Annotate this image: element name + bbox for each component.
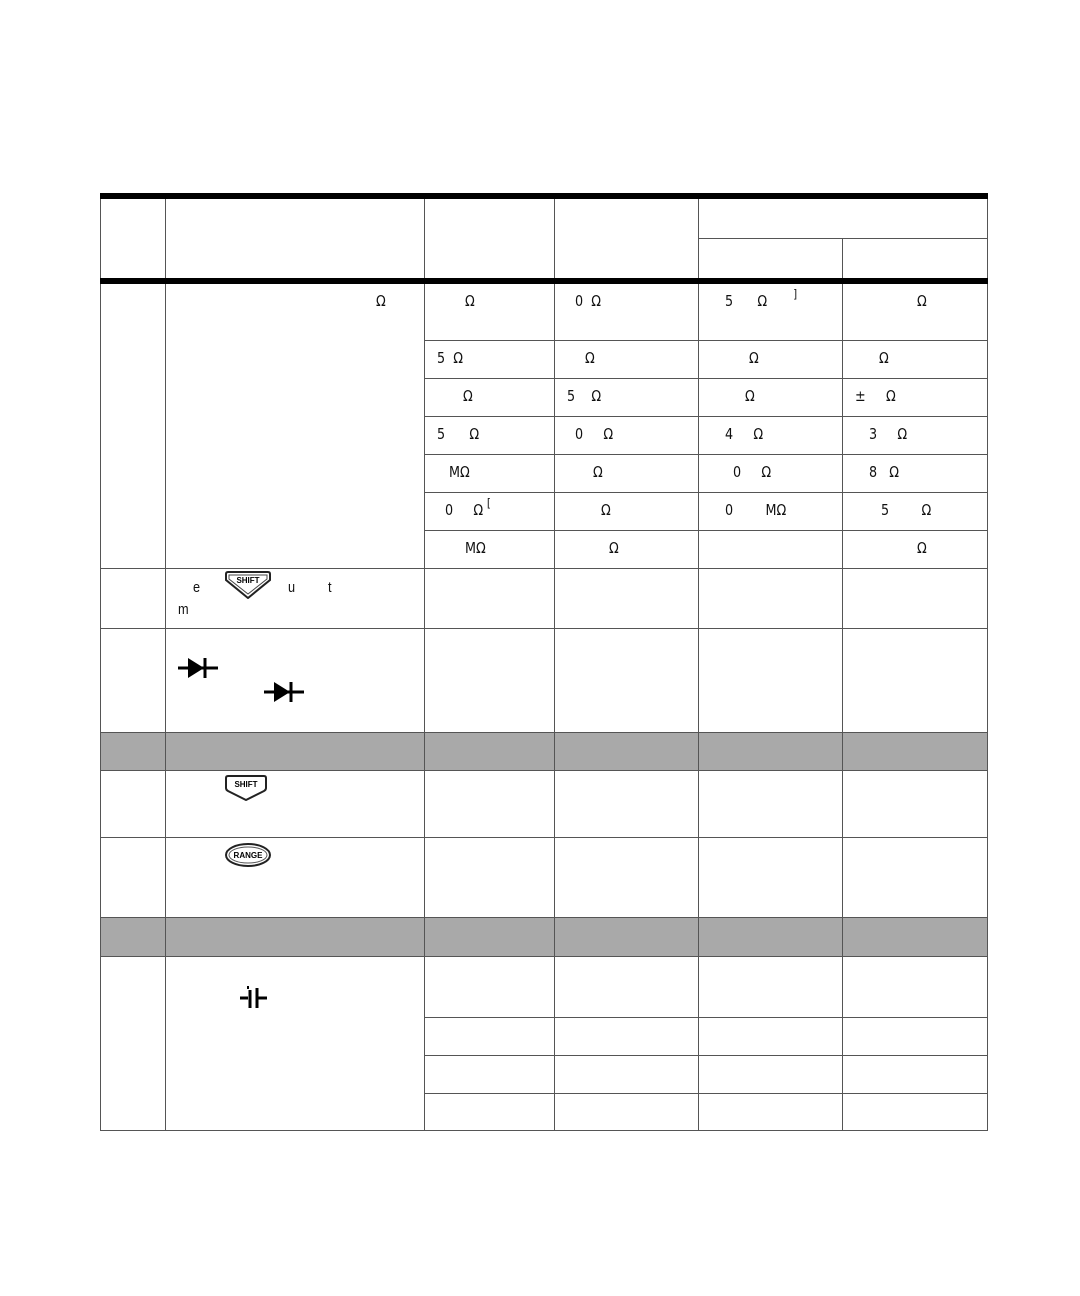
cell-text: Ω <box>749 348 759 367</box>
table-cell <box>555 281 699 340</box>
cell-text: 5 Ω <box>437 424 480 443</box>
cell-text: Ω <box>879 348 889 367</box>
cell-text: MΩ <box>465 538 486 557</box>
cell-text: Ω <box>585 348 595 367</box>
diode-icon <box>178 657 218 679</box>
table-cell <box>699 340 843 378</box>
footnote-mark: [ <box>487 496 491 509</box>
table-cell <box>843 530 988 568</box>
table-cell <box>166 917 425 956</box>
table-cell <box>843 1093 988 1130</box>
cell-text: Ω <box>463 386 473 405</box>
header-cell <box>699 196 988 238</box>
cell-text: 5 Ω <box>725 292 768 310</box>
table-cell <box>101 956 166 1130</box>
capacitor-icon <box>240 985 268 1011</box>
cell-text: Ω <box>601 500 611 519</box>
table-cell <box>843 628 988 732</box>
table-cell <box>101 281 166 568</box>
table-cell <box>555 1017 699 1055</box>
table-cell <box>425 492 555 530</box>
diode-icon <box>264 681 304 703</box>
table-cell <box>699 1093 843 1130</box>
table-cell <box>555 956 699 1017</box>
header-cell <box>101 196 166 281</box>
footnote-mark: ] <box>794 288 798 300</box>
table-row <box>101 837 988 917</box>
table-cell <box>425 454 555 492</box>
header-row <box>101 196 988 238</box>
table-cell <box>843 956 988 1017</box>
table-cell <box>699 568 843 628</box>
cell-text: Ω <box>465 292 475 310</box>
table-cell <box>843 454 988 492</box>
table-cell <box>843 917 988 956</box>
cell-text: e <box>193 578 201 596</box>
table-cell <box>425 340 555 378</box>
table-cell <box>425 837 555 917</box>
header-cell <box>425 196 555 281</box>
table-cell <box>425 1093 555 1130</box>
table-cell <box>555 732 699 770</box>
table-row <box>101 628 988 732</box>
table-cell <box>425 956 555 1017</box>
table-cell <box>843 340 988 378</box>
table-cell <box>166 281 425 568</box>
table-cell <box>843 492 988 530</box>
table-cell <box>843 281 988 340</box>
header-cell <box>555 196 699 281</box>
table-cell <box>555 492 699 530</box>
table-cell <box>555 530 699 568</box>
section-separator-row <box>101 917 988 956</box>
table-cell <box>843 837 988 917</box>
table-cell <box>699 454 843 492</box>
cell-text: u <box>288 578 296 596</box>
range-key-icon <box>224 842 272 868</box>
table-cell <box>166 770 425 837</box>
table-cell <box>843 568 988 628</box>
table-cell <box>699 378 843 416</box>
table-cell <box>101 568 166 628</box>
cell-text: ± Ω <box>855 386 896 405</box>
cell-text: 8 Ω <box>869 462 900 481</box>
table-cell <box>555 378 699 416</box>
cell-text: t <box>328 578 332 596</box>
table-cell <box>101 837 166 917</box>
table-cell <box>699 732 843 770</box>
table-cell <box>699 281 843 340</box>
table-cell <box>555 568 699 628</box>
cell-text: 5 Ω <box>567 386 602 405</box>
table-cell <box>843 1055 988 1093</box>
table-cell <box>699 416 843 454</box>
table-cell <box>843 416 988 454</box>
table-cell <box>699 530 843 568</box>
header-cell <box>699 238 843 281</box>
cell-text: Ω <box>376 292 386 310</box>
table-cell <box>166 628 425 732</box>
spec-table <box>100 193 988 1131</box>
table-cell <box>699 492 843 530</box>
cell-text: 4 Ω <box>725 424 764 443</box>
table-cell <box>425 628 555 732</box>
table-cell <box>555 1055 699 1093</box>
cell-text: Ω <box>593 462 603 481</box>
table-cell <box>555 917 699 956</box>
table-cell <box>166 956 425 1130</box>
header-cell <box>166 196 425 281</box>
cell-text: Ω <box>609 538 619 557</box>
table-cell <box>425 378 555 416</box>
table-cell <box>843 378 988 416</box>
cell-text: 3 Ω <box>869 424 908 443</box>
table-cell <box>425 1055 555 1093</box>
cell-text: 0 Ω <box>445 500 484 519</box>
table-cell <box>555 1093 699 1130</box>
table-cell <box>699 770 843 837</box>
table-cell <box>555 454 699 492</box>
table-cell <box>699 956 843 1017</box>
table-cell <box>166 568 425 628</box>
table-cell <box>555 340 699 378</box>
cell-text: m <box>178 600 189 618</box>
shift-key-icon <box>224 571 272 599</box>
cell-text: Ω <box>917 538 927 557</box>
table-cell <box>425 416 555 454</box>
shift-key-icon <box>224 775 268 801</box>
table-row <box>101 281 988 340</box>
table-cell <box>555 628 699 732</box>
table-cell <box>555 770 699 837</box>
cell-text: MΩ <box>449 462 470 481</box>
table-cell <box>843 1017 988 1055</box>
table-cell <box>699 1055 843 1093</box>
table-cell <box>101 917 166 956</box>
cell-text: 0 Ω <box>733 462 772 481</box>
range-key-label: RANGE <box>233 850 263 860</box>
header-cell <box>843 238 988 281</box>
table-cell <box>425 281 555 340</box>
table-cell <box>166 732 425 770</box>
table-cell <box>699 628 843 732</box>
table-cell <box>699 917 843 956</box>
table-cell <box>101 628 166 732</box>
table-cell <box>425 568 555 628</box>
table-cell <box>425 530 555 568</box>
cell-text: 5 Ω <box>437 348 463 367</box>
shift-key-label: SHIFT <box>236 575 260 585</box>
table-cell <box>425 917 555 956</box>
table-cell <box>425 1017 555 1055</box>
table-cell <box>843 770 988 837</box>
section-separator-row <box>101 732 988 770</box>
cell-text: Ω <box>745 386 755 405</box>
cell-text: 0 Ω <box>575 424 614 443</box>
cell-text: 0 Ω <box>575 292 601 310</box>
cell-text: Ω <box>917 292 927 310</box>
table-cell <box>166 837 425 917</box>
cell-text: 0 MΩ <box>725 500 787 519</box>
table-row <box>101 956 988 1017</box>
table-cell <box>101 770 166 837</box>
table-cell <box>425 732 555 770</box>
table-cell <box>555 416 699 454</box>
table-row <box>101 770 988 837</box>
table-cell <box>699 1017 843 1055</box>
table-cell <box>555 837 699 917</box>
cell-text: 5 Ω <box>881 500 932 519</box>
table-cell <box>699 837 843 917</box>
table-row <box>101 568 988 628</box>
table-cell <box>425 770 555 837</box>
table-cell <box>843 732 988 770</box>
table-cell <box>101 732 166 770</box>
shift-key-label: SHIFT <box>234 779 258 789</box>
